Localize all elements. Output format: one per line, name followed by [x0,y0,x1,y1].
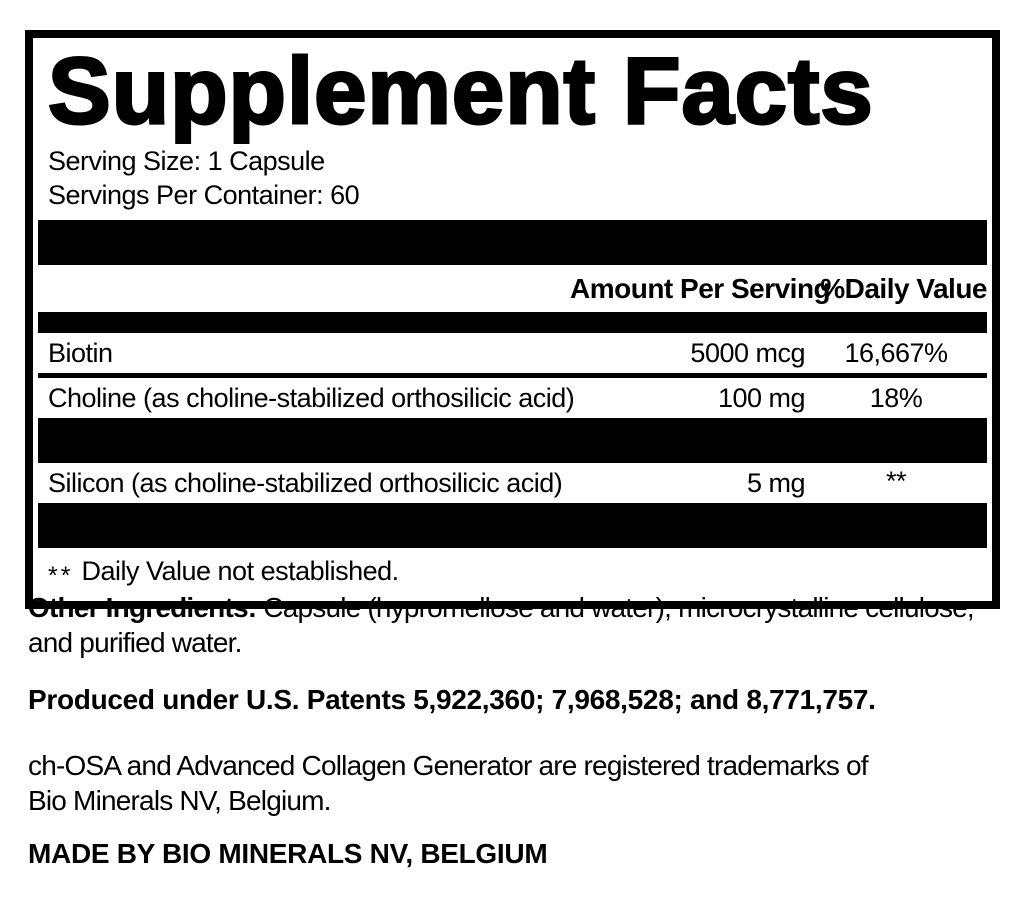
separator-bar-middle [38,418,987,463]
separator-bar-bottom [38,503,987,548]
nutrient-name: Choline (as choline-stabilized orthosilicic acid) [48,383,575,413]
other-ingredients-text: Capsule (hypromellose and water), microcrystalline cellulose, [263,592,974,623]
panel-title: Supplement Facts [48,38,874,143]
other-ingredients-label: Other Ingredients: [28,592,257,623]
nutrient-amount: 5000 mcg [690,338,805,368]
other-ingredients-line2: and purified water. [28,627,242,658]
table-row [38,333,987,373]
other-ingredients-line1 [28,590,974,625]
nutrient-daily-value: ** [885,466,906,496]
serving-size-line: Serving Size: 1 Capsule [48,146,325,176]
nutrient-amount: 5 mg [746,468,805,498]
nutrient-name: Biotin [48,338,113,368]
servings-per-container-line: Servings Per Container: 60 [48,180,360,210]
table-row [38,463,987,503]
nutrient-daily-value: 18% [869,383,923,413]
trademark-statement [28,748,868,818]
nutrient-name: Silicon (as choline-stabilized orthosilicic acid) [48,468,563,498]
serving-info [48,144,987,212]
patents-statement: Produced under U.S. Patents 5,922,360; 7,968,528; and 8,771,757. [28,684,876,715]
table-row [38,378,987,418]
footnote-symbol: ** [48,562,74,590]
trademark-line1: ch-OSA and Advanced Collagen Generator are registered trademarks of [28,750,868,781]
supplement-facts-panel [25,30,1000,609]
separator-bar-top [38,220,987,265]
amount-per-serving-header: Amount Per Serving [570,273,831,304]
other-ingredients-block [28,590,974,660]
nutrient-amount: 100 mg [717,383,805,413]
footnote-text: Daily Value not established. [81,556,399,586]
table-header-row [38,265,987,312]
nutrient-daily-value: 16,667% [844,338,948,368]
made-by-statement: MADE BY BIO MINERALS NV, BELGIUM [28,838,548,869]
trademark-line2: Bio Minerals NV, Belgium. [28,785,331,816]
separator-bar-header [38,312,987,333]
daily-value-header: %Daily Value [820,273,987,304]
